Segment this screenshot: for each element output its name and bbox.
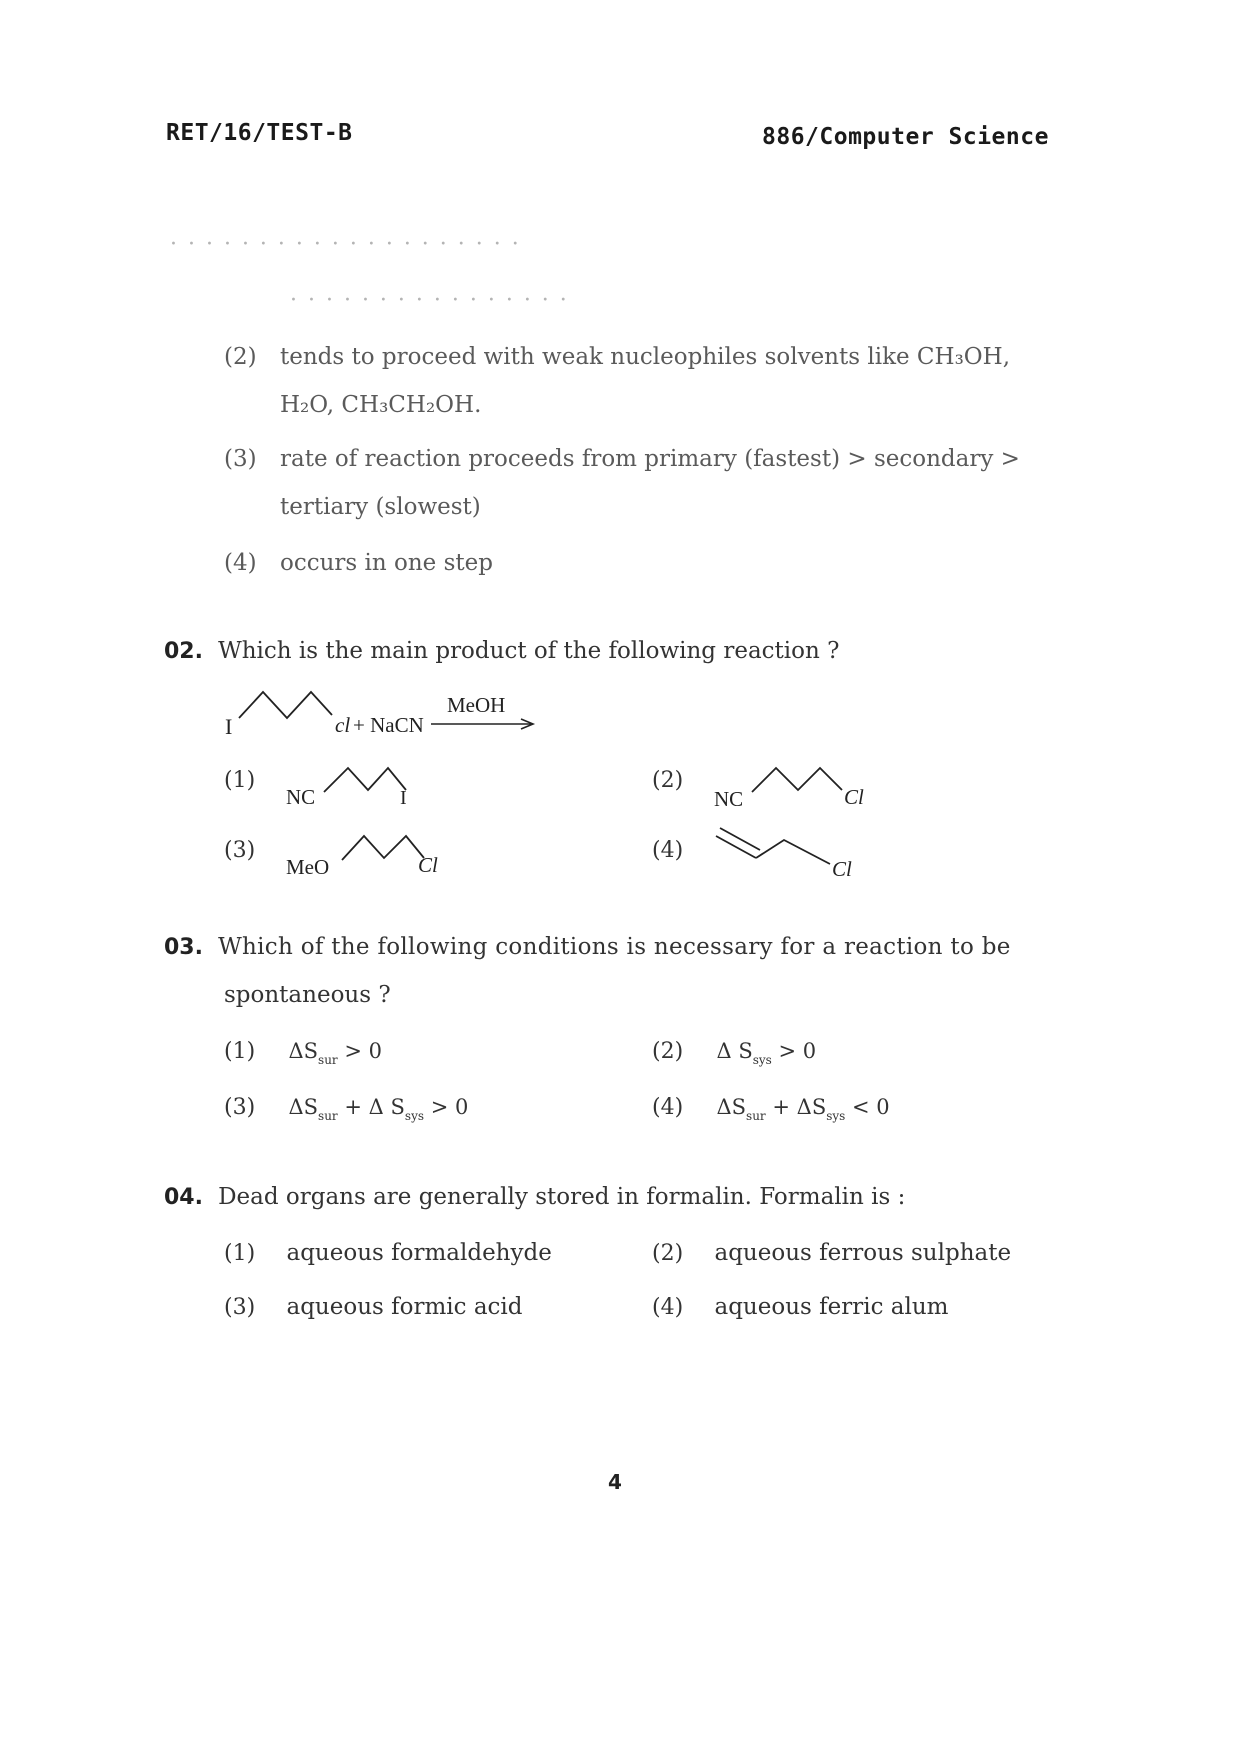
subscript: sys [404,1109,425,1123]
comparison: > 0 [344,1039,382,1063]
comparison: < 0 [852,1095,890,1119]
question-number: 03. [164,935,203,960]
comparison: > 0 [430,1095,469,1119]
entropy-symbol: S [303,1095,319,1119]
option-number: (1) [224,768,256,793]
option-number: (4) [652,1295,684,1320]
entropy-symbol: S [738,1039,753,1063]
nc-label: NC [714,787,744,811]
double-bond [716,836,756,858]
q02-option-1-structure [280,752,440,812]
option-number: (2) [224,344,257,370]
option-number: (3) [224,838,256,863]
carbon-chain [324,768,406,792]
comparison: > 0 [778,1039,817,1063]
plus-sign: + [344,1095,362,1119]
option-number: (4) [652,1095,684,1120]
option-text: aqueous ferrous sulphate [714,1240,1012,1266]
q01-option-3-cont: tertiary (slowest) [280,494,481,520]
q02-option-2-structure [708,752,878,812]
q03-option-4 [652,1094,890,1123]
option-number: (2) [652,1039,684,1064]
faint-text-line: · · · · · · · · · · · · · · · · [290,288,569,313]
question-number: 02. [164,639,203,664]
q04-option-4 [652,1294,948,1320]
subscript: sur [318,1109,338,1123]
option-number: (1) [224,1241,256,1266]
q02-option-3-structure [282,820,462,880]
iodine-label: I [400,787,407,809]
meo-label: MeO [286,855,330,879]
nc-label: NC [286,785,316,809]
q04-option-3 [224,1294,523,1320]
q01-option-2-cont: H₂O, CH₃CH₂OH. [280,392,482,418]
q03-option-1 [224,1038,382,1067]
carbon-chain [239,692,332,718]
header-right: 886/Computer Science [762,124,1049,150]
delta-symbol: Δ [288,1039,304,1063]
option-text: tends to proceed with weak nucleophiles solvents like CH₃OH, [280,344,1011,370]
question-03 [164,934,1011,960]
q01-option-3 [224,446,1020,472]
reagent-nacn: + NaCN [353,713,424,737]
q03-option-2 [652,1038,816,1067]
option-number: (4) [224,550,257,576]
entropy-symbol: S [303,1039,319,1063]
plus-sign: + [772,1095,790,1119]
q03-option-3 [224,1094,468,1123]
reaction-scheme [215,680,555,740]
formula [288,1039,382,1067]
delta-symbol: Δ [288,1095,304,1119]
formula [716,1039,817,1067]
delta-symbol: Δ [368,1095,384,1119]
chlorine-label: Cl [844,785,864,809]
subscript: sys [752,1053,772,1067]
delta-symbol: Δ [716,1095,732,1119]
option-number: (1) [224,1039,256,1064]
chlorine-label: Cl [418,853,438,877]
carbon-chain [752,768,842,792]
double-bond [720,828,760,850]
iodine-label: I [225,714,233,739]
subscript: sur [746,1109,766,1123]
option-number: (3) [224,1295,256,1320]
q01-option-4 [224,550,493,576]
subscript: sys [826,1109,846,1123]
question-text: Which of the following conditions is necessary for a reaction to be [218,934,1011,960]
faint-text-line: · · · · · · · · · · · · · · · · · · · · [170,232,521,257]
delta-symbol: Δ [796,1095,812,1119]
carbon-chain [756,840,830,864]
option-number: (3) [224,446,257,472]
solvent-label: MeOH [447,693,506,717]
entropy-symbol: S [731,1095,747,1119]
delta-symbol: Δ [716,1039,732,1063]
formula [288,1095,469,1123]
entropy-symbol: S [811,1095,827,1119]
question-04 [164,1184,905,1210]
option-number: (4) [652,838,684,863]
option-text: aqueous ferric alum [714,1294,949,1320]
question-02 [164,638,839,664]
option-text: rate of reaction proceeds from primary (fastest) > secondary > [280,446,1020,472]
option-text: aqueous formic acid [286,1294,523,1320]
q01-option-2 [224,344,1010,370]
entropy-symbol: S [390,1095,405,1119]
formula [716,1095,890,1123]
option-number: (3) [224,1095,256,1120]
page-number: 4 [608,1470,622,1494]
chlorine-label: Cl [832,857,852,880]
question-text-cont: spontaneous ? [224,982,391,1008]
question-number: 04. [164,1185,203,1210]
q04-option-2 [652,1240,1011,1266]
q04-option-1 [224,1240,552,1266]
header-left: RET/16/TEST-B [166,120,353,146]
option-text: aqueous formaldehyde [286,1240,552,1266]
option-text: occurs in one step [280,550,493,576]
option-number: (2) [652,768,684,793]
carbon-chain [342,836,424,860]
chlorine-label: cl [335,713,351,737]
question-text: Which is the main product of the following reaction ? [218,638,840,664]
option-number: (2) [652,1241,684,1266]
q02-option-4-structure [708,820,878,880]
subscript: sur [318,1053,338,1067]
question-text: Dead organs are generally stored in formalin. Formalin is : [218,1184,906,1210]
